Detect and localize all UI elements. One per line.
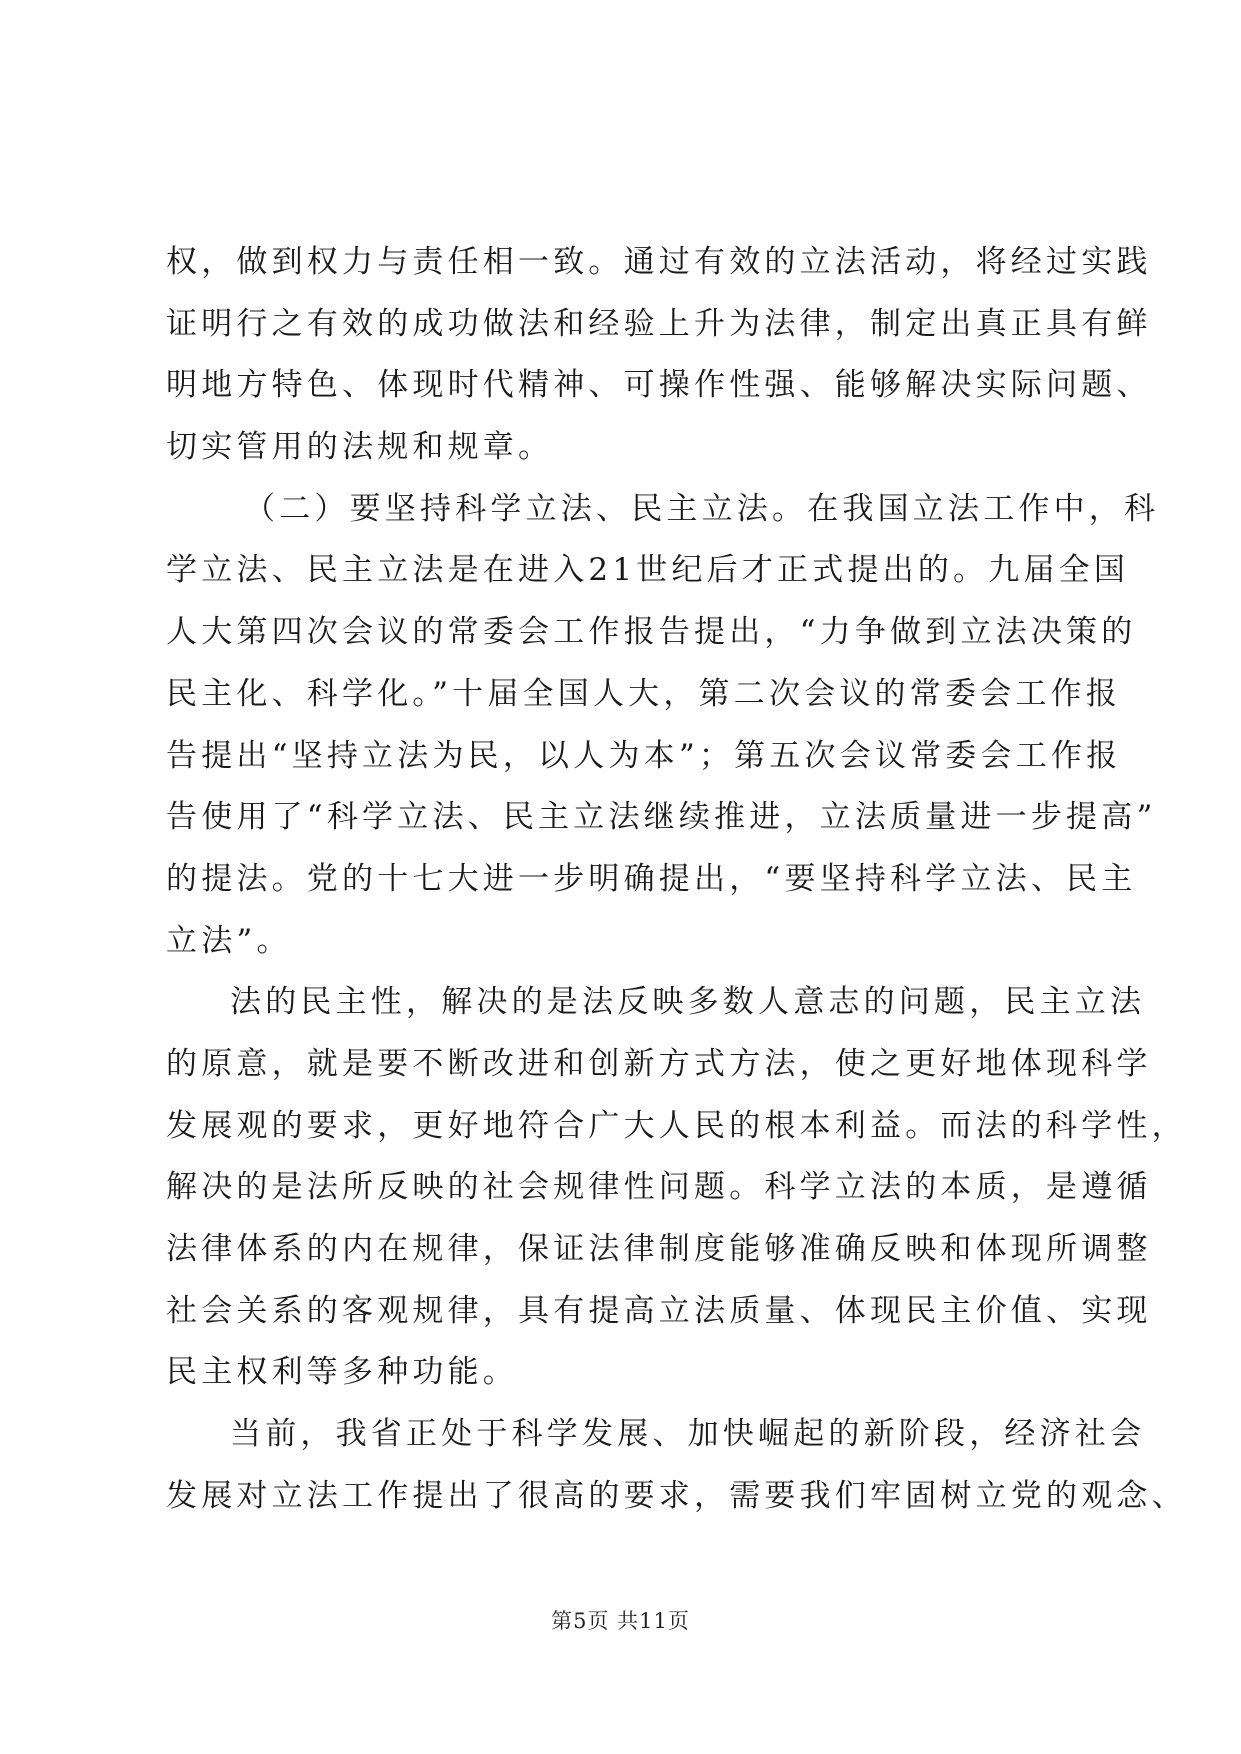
document-body xyxy=(166,232,1187,1527)
text-line: 的原意，就是要不断改进和创新方式方法，使之更好地体现科学 xyxy=(166,1045,1152,1082)
text-line: 民主化、科学化。”十届全国人大，第二次会议的常委会工作报 xyxy=(166,675,1121,712)
text-line: 权，做到权力与责任相一致。通过有效的立法活动，将经过实践 xyxy=(166,244,1152,280)
text-line: 法律体系的内在规律，保证法律制度能够准确反映和体现所调整 xyxy=(166,1231,1152,1267)
text-line: 证明行之有效的成功做法和经验上升为法律，制定出真正具有鲜 xyxy=(166,305,1152,342)
text-line: 解决的是法所反映的社会规律性问题。科学立法的本质，是遵循 xyxy=(166,1169,1152,1206)
text-line: 社会关系的客观规律，具有提高立法质量、体现民主价值、实现 xyxy=(166,1292,1152,1329)
text-line: 的提法。党的十七大进一步明确提出，“要坚持科学立法、民主 xyxy=(166,860,1137,897)
paragraph-first-line: 当前，我省正处于科学发展、加快崛起的新阶段，经济社会 xyxy=(230,1416,1146,1453)
text-line: 立法”。 xyxy=(166,922,292,959)
text-line: 告使用了“科学立法、民主立法继续推进，立法质量进一步提高” xyxy=(166,799,1157,836)
text-line: 民主权利等多种功能。 xyxy=(166,1354,518,1391)
page-number-footer: 第5页 共11页 xyxy=(551,1609,690,1633)
text-line: 切实管用的法规和规章。 xyxy=(166,429,554,466)
paragraph-heading-line: （二）要坚持科学立法、民主立法。在我国立法工作中，科 xyxy=(244,490,1160,527)
text-line: 告提出“坚持立法为民，以人为本”；第五次会议常委会工作报 xyxy=(166,737,1122,774)
text-line: 学立法、民主立法是在进入21世纪后才正式提出的。九届全国 xyxy=(166,552,1130,589)
text-line: 人大第四次会议的常委会工作报告提出，“力争做到立法决策的 xyxy=(166,614,1137,651)
text-line: 发展对立法工作提出了很高的要求，需要我们牢固树立党的观念、 xyxy=(166,1477,1187,1514)
paragraph-first-line: 法的民主性，解决的是法反映多数人意志的问题，民主立法 xyxy=(230,984,1146,1021)
text-line: 发展观的要求，更好地符合广大人民的根本利益。而法的科学性， xyxy=(166,1107,1187,1144)
text-line: 明地方特色、体现时代精神、可操作性强、能够解决实际问题、 xyxy=(166,367,1152,404)
